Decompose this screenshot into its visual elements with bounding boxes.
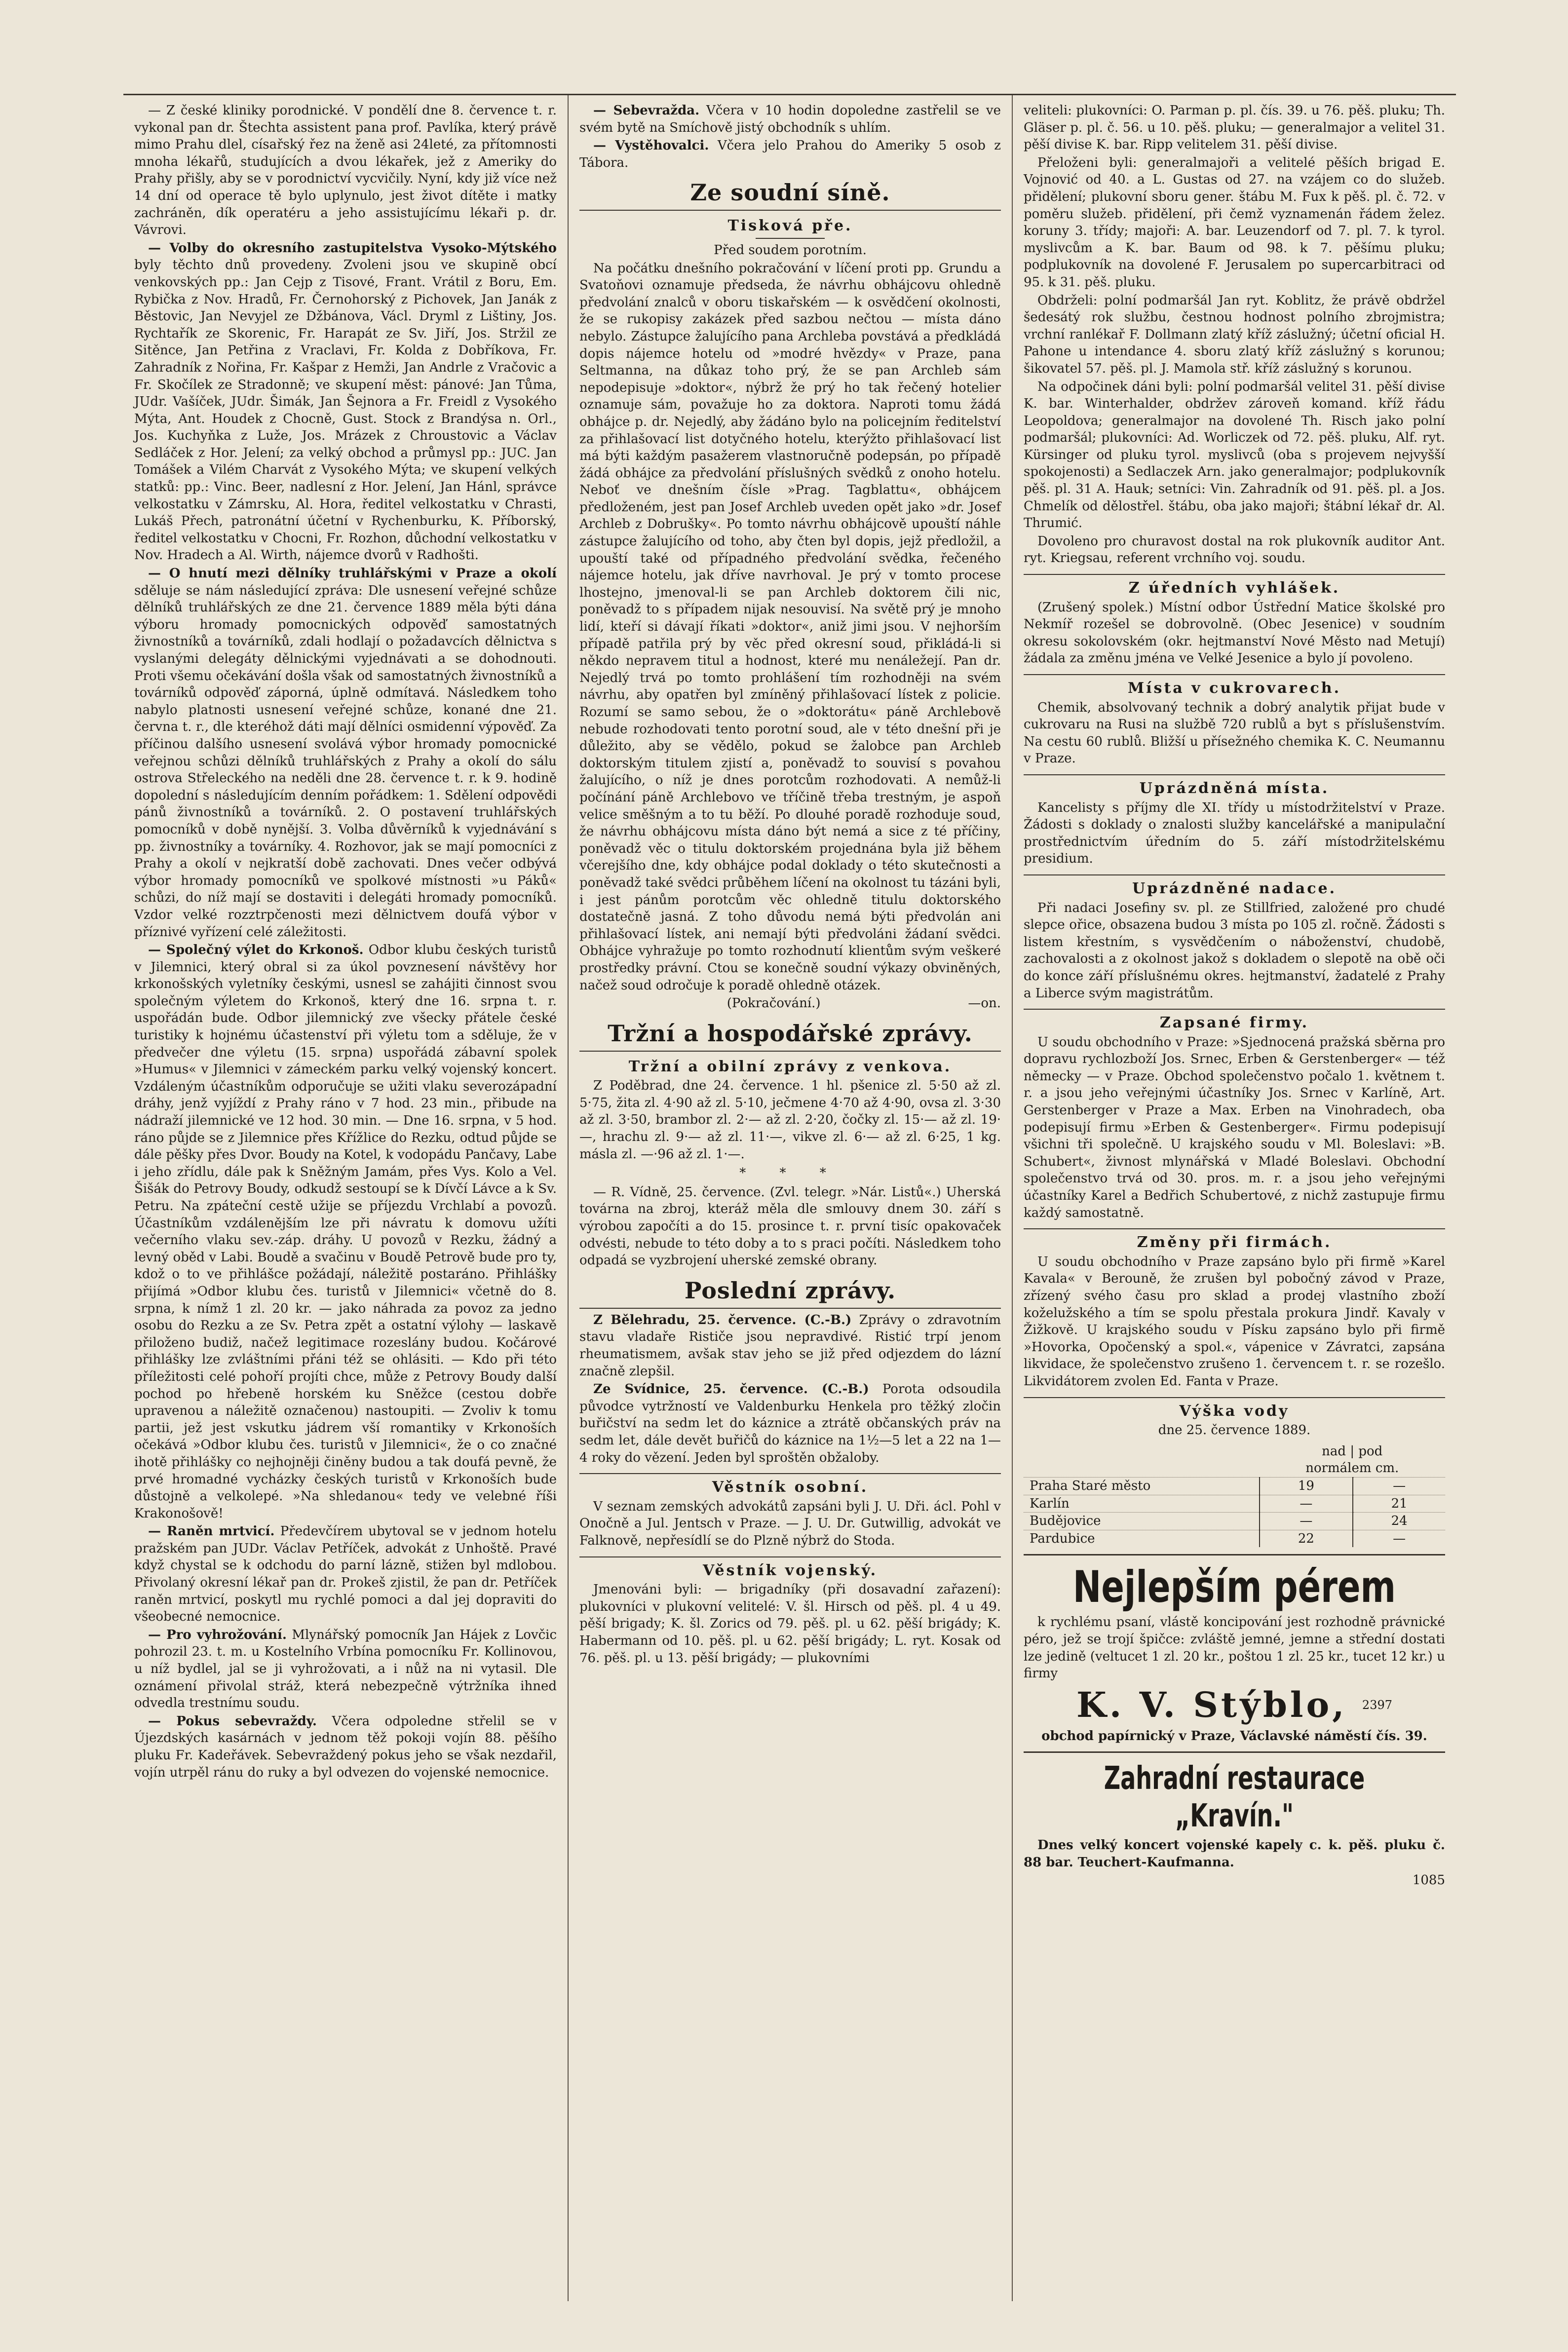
author-signature: —on. [968, 996, 1001, 1011]
column-header-nad: nad | pod [1322, 1443, 1383, 1459]
subheading-mista: Uprázdněná místa. [1024, 774, 1445, 797]
subheading-uredni: Z úředních vyhlášek. [1024, 574, 1445, 597]
water-below: 21 [1353, 1495, 1445, 1513]
ad-firm-name: K. V. Stýblo, $^{2397}$ [1076, 1684, 1392, 1725]
article-uredni: (Zrušený spolek.) Místní odbor Ústřední Matice školské pro Nekmíř rozešel se dobrovolně. (Obec Jesenice) v soudním okresu sokolovském (okr. hejtmanství Nové Město nad Metují) žádala za změnu jména ve Velké Jesenice a bylo jí povoleno. [1024, 600, 1445, 666]
article-volby: — Volby do okresního zastupitelstva Vysoko-Mýtského byly těchto dnů provedeny. Zvoleni jsou ve skupině obcí venkovských pp.: Jan Cejp z Tisové, Frant. Vrátil z Boru, Em. Rybička z Nov. Hradů, Fr. Černohorský z Pichovek, Jan Janák z Běstovic, Jan Nevyjel ze Džbánova, Václ. Dryml z Lištiny, Jos. Rychtařík ze Skorenic, Fr. Harapát ze Sv. Jiří, Jos. Stržil ze Sitěnce, Jan Petřina z Vraclavi, Fr. Kolda z Dobříkova, Fr. Zahradník z Nořina, Fr. Kašpar z Hemži, Jan Andrle z Vračovic a Fr. Skočílek ze Stradonně; ve skupení měst: pánové: Jan Tůma, JUdr. Vašíček, JUdr. Šimák, Jan Šejnora a Fr. Freidl z Vysokého Mýta, Ant. Houdek z Chocně, Gust. Stock z Brandýsa n. Orl., Jos. Kuchyňka z Luže, Jos. Mrázek z Chroustovic a Václav Sedláček z Hor. Jelení; za velký obchod a průmysl pp.: JUC. Jan Tomášek a Vilém Charvát z Vysokého Mýta; ve skupení velkých statků: pp.: Vinc. Beer, nadlesní z Hor. Jelení, Jan Hánl, správce velkostatku v Zámrsku, Al. Hora, ředitel velkostatku v Chrasti, Lukáš Přech, patronátní účetní v Rychenburku, K. Příborský, ředitel velkostatku v Chocni, Fr. Rozhon, důchodní velkostatku v Nov. Hradech a Al. Wirth, nájemce dvorů v Radhošti. [134, 240, 557, 563]
column-1 [123, 95, 568, 2301]
advertisement-kravin [1024, 1751, 1445, 1889]
water-place: Praha Staré město [1024, 1477, 1260, 1495]
article-firmy: U soudu obchodního v Praze: »Sjednocená pražská sběrna pro dopravu rychlozboží Jos. Srnec, Erben & Gerstenberger« — též německy — v Praze. Obchod společenstvo počalo 1. květnem t. r. a jsou jeho veřejnými účastníky Jos. Srnec v Karlíně, Art. Gerstenberger v Praze a Max. Erben na Vinohradech, oba podepisují firmu »Erben & Gestenberger«. Firmu podepisují všichni tři společně. U krajského soudu v Ml. Boleslavi: »B. Schubert«, živnost mlynářská v Mladé Boleslavi. Obchodní společenstvo trvá od 30. pros. m. r. a jsou jeho veřejnými účastníky Karel a Bedřich Schubertové, z nichž zastupuje firmu každý samostatně. [1024, 1034, 1445, 1220]
dateline-svidnice: Ze Svídnice, 25. července. (C.-B.) [593, 1382, 869, 1397]
table-row [1024, 1495, 1445, 1513]
newspaper-page [123, 94, 1456, 2301]
table-row [1024, 1477, 1445, 1495]
article-vyhrozovani: — Pro vyhrožování. Mlynářský pomocník Jan Hájek z Lovčic pohrozil 23. t. m. u Kostelního Vrbína pomocníku Fr. Kollinovou, u níž bydlel, jal se ji vyhrožovati, a i nůž na ni vytasil. Dle oznámení přivolal stráž, která nebezpečně výtržníka ihned odvedla trestnímu soudu. [134, 1627, 557, 1711]
section-heading-trzni: Tržní a hospodářské zprávy. [579, 1019, 1001, 1052]
separator-stars: * * * [739, 1166, 841, 1181]
article-svidnice: Ze Svídnice, 25. července. (C.-B.) Porota odsoudila původce vytržností ve Valdenburku Henkela pro těžký zločin buřičství na sedm let do káznice a ztrátě občanských práv na sedm let, dále devět buřičů do káznice na 1½—5 let a 22 na 1—4 roky do vězení. Jeden byl sproštěn obžaloby. [579, 1382, 1001, 1465]
article-sebevrazda: — Sebevražda. Včera v 10 hodin dopoledne zastřelil se ve svém bytě na Smíchově jistý obchodník s uhlím. [579, 103, 1001, 135]
article-mrtvice: — Raněn mrtvicí. Předevčírem ubytoval se v jednom hotelu pražském pan JUDr. Václav Petříček, advokát z Unhoště. Pravé když chystal se k odchodu do parní lázně, stižen byl mdlobou. Přivolaný okresní lékař pan dr. Prokeš zjistil, že pan dr. Petříček raněn mrtvicí, poskytl mu rychlé pomoci a dal jej dopraviti do všeobecné nemocnice. [134, 1524, 557, 1625]
subheading-tiskova-pre: Tisková pře. [727, 217, 853, 235]
article-tiskova-pre: Na počátku dnešního pokračování v líčení proti pp. Grundu a Svatoňovi oznamuje předseda, že návrhu obhájcovu ohledně předvolání znalců v oboru tiskařském — k osvědčení okolnosti, že se rukopisy zakázek před sazbou nečtou — místa dáno nebylo. Zástupce žalujícího pana Archleba povstává a předkládá dopis nájemce hotelu od »modré hvězdy« v Praze, pana Seltmanna, na důkaz toho prý, že se pan Archleb sám nepodepisuje »doktor«, nýbrž že prý ho tak řečený hotelier oznamuje sám, považuje ho za doktora. Naproti tomu žádá obhájce p. dr. Nejedlý, aby žádáno bylo na policejním ředitelství za přihlašovací list dotyčného hotelu, kterýžto přihlašovací list má býti každým pasažerem vlastnoručně podepsán, po případě žádá obhájce za předvolání příslušných svědků z onoho hotelu. Neboť ve dnešním čísle »Prag. Tagblattu«, obhájcem předloženém, jest pan Josef Archleb uveden opět jako »dr. Josef Archleb z Dobrušky«. Po tomto návrhu obhájcově upouští náhle zástupce žalujícího od toho, aby čten byl dopis, jejž předložil, a upouští také od případného předvolání svědka, řečeného nájemce hotelu, jak dříve navrhoval. Je prý v tomto procese lhostejno, jmenoval-li se pan Archleb doktorem čili nic, poněvadž to s případem nijak nesouvisí. Na světě prý je mnoho lidí, kteří si dávají říkati »doktor«, aniž jimi jsou. V nejhorším případě patřila prý by věc před okresní soud, přikládá-li si někdo nepravem titul a hodnost, které mu nenáležejí. Pan dr. Nejedlý trvá po tomto prohlášení tím rozhodněji na svém návrhu, aby opatřen byl zmíněný přihlašovací lístek z policie. Rozumí se samo sebou, že o »doktorátu« páně Archlebově nebude rozhodovati tento porotní soud, ale v této dnešní při je důležito, aby se vědělo, pokud se žalobce pan Archleb doktorským titulem zjistí a, poněvadž to souvisí s povahou žalujícího, o níž je dnes porotcům rozhodovati. A nemůž-li počínání páně Archlebovo ve tříčině třeba trestným, je aspoň velice směšným a to tu běží. Po dlouhé poradě rozhoduje soud, že návrhu obhájcovu místa dáno být nemá a sice z té příčiny, poněvadž věc o titulu doktorském projednána byla již během včerejšího dne, kdy obhájce podal doklady o této skutečnosti a poněvadž také svědci průběhem líčení na okolnost tu tázáni byli, i jest pánům porotcům věc ohledně titulu doktorského dostatečně jasná. Z toho důvodu nemá býti předvolán ani přihlašovací lístek, ani nemají býti předvoláni žádaní svědci. Obhájce vyhražuje po tomto rozhodnutí klientům svým veškeré prostředky právní. Ctou se konečně soudní výkazy obviněných, načež soud odročuje k poradě ohledně otázek. [579, 261, 1001, 993]
water-above: 22 [1260, 1530, 1353, 1547]
ad-body: Dnes velký koncert vojenské kapely c. k. pěš. pluku č. 88 bar. Teuchert-Kaufmanna. [1024, 1838, 1445, 1870]
water-below: — [1353, 1530, 1445, 1547]
article-belehrad: Z Bělehradu, 25. července. (C.-B.) Zprávy o zdravotním stavu vladaře Rističe jsou nepravdivé. Ristić trpí jenom rheumatismem, avšak stav jeho se již před odjezdem do lázní značně zlepšil. [579, 1312, 1001, 1379]
subheading-osobni: Věstník osobní. [579, 1473, 1001, 1496]
ad-headline: Nejlepším pérem [1072, 1561, 1396, 1613]
table-row [1024, 1530, 1445, 1547]
article-krkonose: — Společný výlet do Krkonoš. Odbor klubu českých turistů v Jilemnici, který obral si za úkol povznesení návštěvy hor krkonošských vyletníky českými, usnesl se zahájiti činnost svou společným výletem do Krkonoš, který dne 16. srpna t. r. uspořádán bude. Odbor jilemnický zve všecky přátele české turistiky k hojnému účastenství při výletu tom a sděluje, že v předvečer dne výletu (15. srpna) uspořádá zábavní spolek »Humus« v Jilemnici v zámeckém parku velký vojenský koncert. Vzdáleným účastníkům odporučuje se užiti vlaku severozápadní dráhy, jenž vyjíždí z Prahy ráno v 7 hod. 23 min., přibude na nádraží jilemnické ve 12 hod. 30 min. — Dne 16. srpna, v 5 hod. ráno půjde se z Jilemnice přes Křížlice do Rezku, odtud půjde se dále pěšky přes Dvor. Boudy na Kotel, k vodopádu Pančavy, Labe i jeho zřídlu, dále pak k Sněžným Jamám, přes Vys. Kolo a Vel. Šišák do Petrovy Boudy, odkudž sestoupí se k Dívčí Lávce a k Sv. Petru. Na zpáteční cestě užije se příjezdu Vrchlabí a povozů. Účastníkům vzdálenějším lze při návratu k domovu užíti večerního vlaku sev.-záp. dráhy. U povozů v Rezku, žádný a levný oběd v Labi. Boudě a svačinu v Boudě Petrově bude pro ty, kdož o to ve přihlášce požádají, náležitě postaráno. Přihlášky přijímá »Odbor klubu čes. turistů v Jilemnici« včetně do 8. srpna, k nímž 1 zl. 20 kr. — jako náhrada za povoz za jedno osobu do Rezku a ze Sv. Petra zpět a ostatní výlohy — laskavě přiloženo budiž, načež legitimace rozeslány budou. Kočárové přihlášky lze zvláštními přáni též se ohlásiti. — Kdo při této příležitosti celé pohoří projíti chce, může z Petrovy Boudy další pochod po hřebeně horském ku Sněžce (cestou dobře upravenou a náležitě označenou) nastoupiti. — Zvoliv k tomu partii, jež jest vskutku jádrem vší romantiky v Krkonoších očekává »Odbor klubu čes. turistů v Jilemnici«, že o co značné ihotě přihlášky co nejhojněji činěny budou a tak doufá pevně, že prvé hromadné vycházky českých turistů v Krkonoších bude důstojně a velkolepé. »Na shledanou« tedy ve velebné říši Krakonošově! [134, 943, 557, 1521]
ad-address: obchod papírnický v Praze, Václavské náměstí čís. 39. [1041, 1728, 1427, 1744]
article-prelozeni: Přeloženi byli: generalmajoři a velitelé pěších brigad E. Vojnović od 40. a L. Gustas od 27. na vzájem co do služeb. přidělení; plukovní sboru gener. štábu M. Fux k pěš. pl. č. 72. v poměru služeb. přidělení, při čemž vyznamenán řádem želez. koruny 3. třídy; majoři: A. bar. Leuzendorf od 7. pl. 7. k tyrol. myslivcům a K. bar. Baum od 98. k 7. pěšímu pluku; podplukovník na dovolené F. Jerusalem po supercarbitraci od 95. k 31. pěš. pluku. [1024, 155, 1445, 290]
water-date: dne 25. července 1889. [1158, 1423, 1311, 1438]
article-truhlari-title: — O hnutí mezi dělníky truhlářskými v Praze a okolí [148, 566, 557, 581]
article-nadace: Při nadaci Josefiny sv. pl. ze Stillfried, založené pro chudé slepce ořice, obsazena budou 3 místa po 105 zl. ročně. Žádosti s listem křestním, s vysvědčením o náboženství, chudobě, zachovalosti a z okolnost jakož s dokladem o slepotě na obě oči do konce září příslušnému okres. hejtmanství, žadatelé z Prahy a Liberce svým magistrátům. [1024, 900, 1445, 1001]
article-viden: — R. Vídně, 25. července. (Zvl. telegr. »Nár. Listů«.) Uherská továrna na zbroj, kteráž měla dle smlouvy dnem 30. září s výrobou započíti a do 15. prosince t. r. první tisíc opakovaček odvésti, nebude to této doby a to s praci počíti. Následkem toho odpadá se vyzbrojení uherské zemské obrany. [579, 1184, 1001, 1268]
article-dovoleno: Dovoleno pro churavost dostal na rok plukovník auditor Ant. ryt. Kriegsau, referent vrchního voj. soudu. [1024, 533, 1445, 566]
water-below: — [1353, 1477, 1445, 1495]
article-cukrovary: Chemik, absolvovaný technik a dobrý analytik přijat bude v cukrovaru na Rusi na službě 720 rublů a byt s příslušenstvím. Na cestu 60 rublů. Bližší u přísežného chemika K. C. Neumannu v Praze. [1024, 700, 1445, 766]
article-vojensky-continued: veliteli: plukovníci: O. Parman p. pl. čís. 39. u 76. pěš. pluku; Th. Gläser p. pl. č. 56. u 10. pěš. pluku; — generalmajor a velitel 31. pěší divise K. bar. Ripp velitelem 31. pěší divise. [1024, 103, 1445, 152]
water-above: — [1260, 1513, 1353, 1530]
article-mrtvice-title: — Raněn mrtvicí. [148, 1524, 275, 1539]
article-sebevrazdy: — Pokus sebevraždy. Včera odpoledne střelil se v Újezdských kasárnách v jednom těž pokoji vojín 88. pěšího pluku Fr. Kadeřávek. Sebevraždený pokus jeho se však nezdařil, vojín utrpěl ránu do ruky a byl odvezen do vojenské nemocnice. [134, 1713, 557, 1780]
column-header-normal: normálem cm. [1305, 1461, 1399, 1476]
article-truhlari: — O hnutí mezi dělníky truhlářskými v Praze a okolí sděluje se nám následující zpráva: Dle usnesení veřejné schůze dělníků truhlářských ze dne 21. července 1889 měla býti dána výboru hromady pomocnických odpověď samostatných živnostníků a továrníků, zdali hodlají o požadavcích dělnictva s vyslanými delegáty dělnickými vyjednávati a se dohodnouti. Proti všemu očekávání došla však od samostatných živnostníků a továrníků odpověď záporná, úplně odmítavá. Následkem toho nabylo platnosti usnesení veřejné schůze, konané dne 21. června t. r., dle kteréhož dáti mají dělníci osmidenní výpověď. Za příčinou dalšího usnesení svolává výbor hromady pomocnické veřejnou schůzi dělníků truhlářských z Prahy a okolí do sálu ostrova Střeleckého na neděli dne 28. července t. r. k 9. hodině dopolední s následujícím denním pořádkem: 1. Sdělení odpovědi pánů živnostníků a továrníků. 2. O postavení truhlářských pomocníků v době nynější. 3. Volba důvěrníků k vyjednávání s pp. živnostníky a továrníky. 4. Rozhovor, jak se mají pomocníci z Prahy a okolí v nejkratší době zachovati. Dnes večer odbývá výbor hromady pomocníků ve spolkové místnosti »u Páků« schůzi, do níž mají se dostaviti i delegáti hromady pomocníků. Vzdor velké rozztrpčenosti mezi dělnictvem doufá výbor v příznivé vyřízení celé záležitosti. [134, 566, 557, 940]
article-volby-title: — Volby do okresního zastupitelstva Vysoko-Mýtského [148, 240, 557, 256]
water-place: Pardubice [1024, 1530, 1260, 1547]
article-odpocinek: Na odpočinek dáni byli: polní podmaršál velitel 31. pěší divise K. bar. Winterhalder, obdržev zároveň komand. kříž řádu Leopoldova; generalmajor na dovolené Th. Risch jako polní podmaršál; plukovníci: Ad. Worliczek od 72. pěš. pluku, Alf. ryt. Kürsinger od pluku tyrol. myslivců (oba s projevem nejvyšší spokojenosti) a Sedlaczek Arn. jako generalmajor; podplukovník pěš. pl. 31 A. Hauk; setníci: Vin. Zahradník od 91. pěš. pl. a Jos. Chmelík od dělostřel. štábu, oba jako majoři; štábní lékař dr. Al. Thrumić. [1024, 379, 1445, 531]
ad-reference: 1085 [1412, 1873, 1445, 1888]
subheading-cukrovary: Místa v cukrovarech. [1024, 674, 1445, 697]
dateline-belehrad: Z Bělehradu, 25. července. (C.-B.) [593, 1312, 852, 1328]
article-krkonose-title: — Společný výlet do Krkonoš. [148, 943, 364, 958]
continuation-note: (Pokračování.) —on. [579, 995, 1001, 1012]
water-above: 19 [1260, 1477, 1353, 1495]
advertisement-pero [1024, 1554, 1445, 1745]
column-2 [568, 95, 1012, 2301]
article-mista: Kancelisty s příjmy dle XI. třídy u místodržitelství v Praze. Žádosti s doklady o znalosti služby kancelářské a manipulační prostřednictvím úředním do 5. září místodržitelskému presidium. [1024, 800, 1445, 867]
subheading-nadace: Uprázdněné nadace. [1024, 874, 1445, 898]
article-zmeny: U soudu obchodního v Praze zapsáno bylo při firmě »Karel Kavala« v Berouně, že zrušen byl pobočný závod v Praze, zřízený svého času pro sklad a prodej vlastního zboží koželužského a tím se spolu přestala prokura Jindř. Kavaly v Žižkově. U krajského soudu v Písku zapsáno bylo při firmě »Hovorka, Opočenský a spol.«, vápenice v Závratci, zapsána likvidace, že společenstvo zrušeno 1. červencem t. r. se rozešlo. Likvidátorem zvolen Ed. Fanta v Praze. [1024, 1254, 1445, 1389]
article-osobni: V seznam zemských advokátů zapsáni byli J. U. Dři. ácl. Pohl v Onočně a Jul. Jentsch v Praze. — J. U. Dr. Gutwillig, advokát ve Falknově, nepřesídlí se do Plzně nýbrž do Stoda. [579, 1499, 1001, 1548]
table-header-row [1024, 1443, 1445, 1460]
article-obdrzeli: Obdrželi: polní podmaršál Jan ryt. Koblitz, že právě obdržel šedesátý rok službu, čestnou hodnost polního zbrojmistra; vrchní ranlékař F. Dollmann zlatý kříž záslužný; účetní oficial H. Pahone u intendance 4. sboru zlatý kříž záslužný s korunou; šikovatel 57. pěš. pl. J. Mamola stř. kříž záslužný s korunou. [1024, 293, 1445, 376]
water-place: Budějovice [1024, 1513, 1260, 1530]
column-3 [1012, 95, 1456, 2301]
table-header-row [1024, 1460, 1445, 1477]
article-vystehovalci: — Vystěhovalci. Včera jelo Prahou do Ameriky 5 osob z Tábora. [579, 138, 1001, 170]
subheading-obilni: Tržní a obilní zprávy z venkova. [628, 1058, 952, 1075]
ad-body: k rychlému psaní, vlástě koncipování jest rozhodně právnické péro, jež se trojí špičce: zvláště jemné, jemne a střední dostati lze jedině (veltucet 1 zl. 20 kr., poštou 1 zl. 25 kr., tucet 12 kr.) u firmy [1024, 1615, 1445, 1681]
article-vyhrozovani-title: — Pro vyhrožování. [148, 1627, 287, 1642]
ad-headline: Zahradní restaurace „Kravín." [1104, 1760, 1365, 1835]
divider [756, 238, 825, 239]
water-level-table [1024, 1443, 1445, 1548]
ad-reference: 2397 [1362, 1698, 1392, 1712]
article-sebevrazda-title: — Sebevražda. [593, 103, 700, 118]
article-vojensky: Jmenováni byli: — brigadníky (při dosavadní zařazení): plukovníci v plukovní velitelé: V. šl. Hirsch od pěš. pl. 4 u 49. pěší brigady; K. šl. Zorics od 79. pěš. pl. u 62. pěší brigády; K. Habermann od 10. pěš. pl. u 62. pěší brigády; L. ryt. Kosak od 76. pěš. pl. u 13. pěší brigády; — plukovními [579, 1582, 1001, 1666]
table-row [1024, 1513, 1445, 1530]
water-below: 24 [1353, 1513, 1445, 1530]
subheading-vojensky: Věstník vojenský. [579, 1556, 1001, 1580]
article-podebrady: Z Poděbrad, dne 24. července. 1 hl. pšenice zl. 5·50 až zl. 5·75, žita zl. 4·90 až zl. 5·10, ječmene 4·70 až 4·90, ovsa zl. 3·30 až zl. 3·50, brambor zl. 2·— až zl. 2·20, čočky zl. 15·— až zl. 19·—, hrachu zl. 9·— až zl. 11·—, vikve zl. 6·— až zl. 6·25, 1 kg. másla zl. —·96 až zl. 1·—. [579, 1078, 1001, 1162]
subheading-vyska-vody: Výška vody [1024, 1397, 1445, 1420]
article-sebevrazdy-title: — Pokus sebevraždy. [148, 1713, 317, 1729]
article-vystehovalci-title: — Vystěhovalci. [593, 138, 709, 153]
water-above: — [1260, 1495, 1353, 1513]
subheading-porota: Před soudem porotním. [714, 242, 867, 258]
article-porodnicke: — Z české kliniky porodnické. V pondělí dne 8. července t. r. vykonal pan dr. Štechta assistent pana prof. Pavlíka, který právě mimo Prahu dlel, císařský řez na ženě asi 24leté, za přítomnosti mnoha lékařů, studujících a dvou lékařek, jež z Ameriky do Prahy přišly, aby se v porodnictví vycvičily. Nyní, kdy již více než 14 dní od operace tě bylo uplynulo, jest život dítěte i matky zachráněn, dík operatéru a jeho assistujícímu lékaři p. dr. Vávrovi. [134, 103, 557, 238]
section-heading-soud: Ze soudní síně. [579, 178, 1001, 211]
subheading-firmy: Zapsané firmy. [1024, 1009, 1445, 1032]
water-place: Karlín [1024, 1495, 1260, 1513]
section-heading-posledni: Poslední zprávy. [579, 1276, 1001, 1309]
subheading-zmeny: Změny při firmách. [1024, 1228, 1445, 1252]
